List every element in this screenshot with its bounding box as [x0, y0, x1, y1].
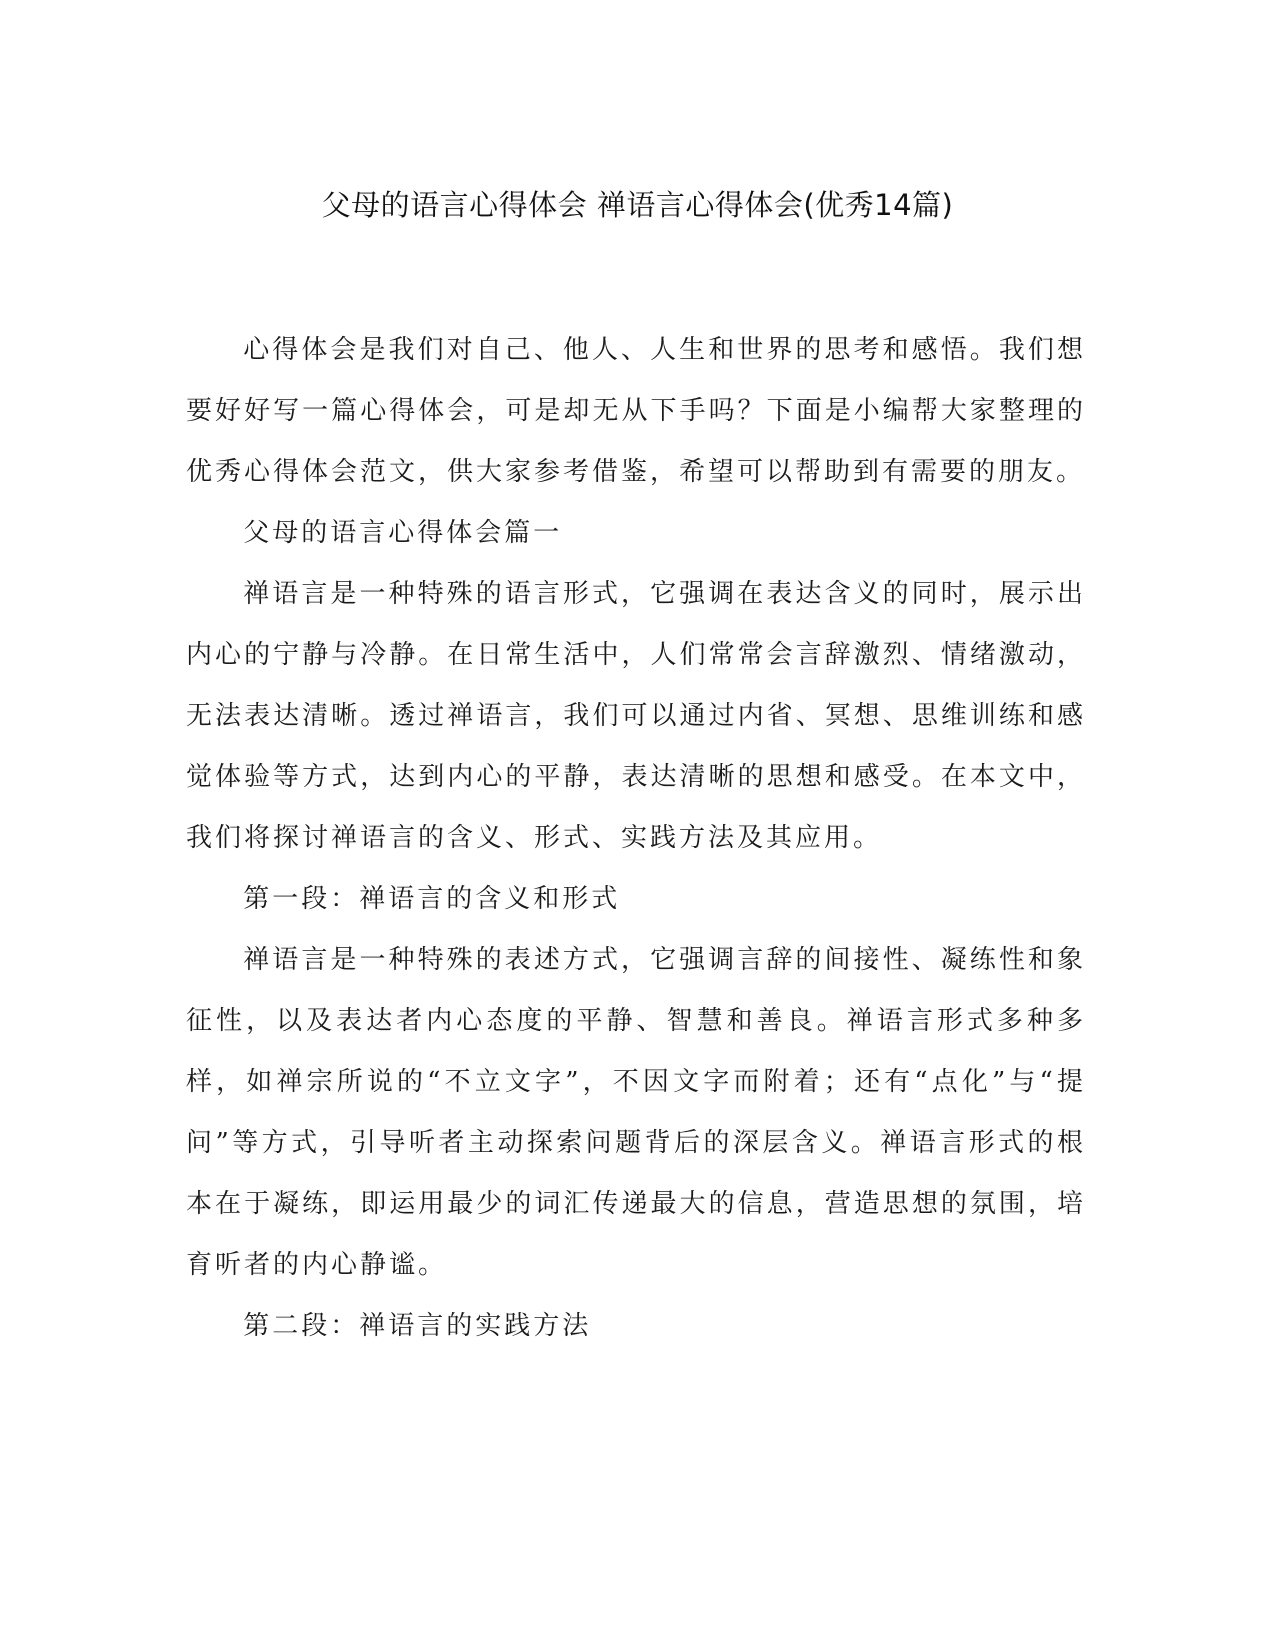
body-paragraph: 禅语言是一种特殊的语言形式，它强调在表达含义的同时，展示出内心的宁静与冷静。在日常生活中，人们常常会言辞激烈、情绪激动，无法表达清晰。透过禅语言，我们可以通过内省、冥想、思维训练和感觉体验等方式，达到内心的平静，表达清晰的思想和感受。在本文中，我们将探讨禅语言的含义、形式、实践方法及其应用。: [186, 579, 1086, 853]
section-heading-second: 第二段：禅语言的实践方法: [243, 1311, 592, 1341]
intro-paragraph: 心得体会是我们对自己、他人、人生和世界的思考和感悟。我们想要好好写一篇心得体会，可是却无从下手吗？下面是小编帮大家整理的优秀心得体会范文，供大家参考借鉴，希望可以帮助到有需要的朋友。: [186, 335, 1086, 487]
section-heading-part-one: 父母的语言心得体会篇一: [243, 518, 563, 548]
document-body: [186, 320, 1086, 1357]
section-heading-first: 第一段：禅语言的含义和形式: [243, 884, 621, 914]
body-paragraph: 禅语言是一种特殊的表述方式，它强调言辞的间接性、凝练性和象征性，以及表达者内心态度的平静、智慧和善良。禅语言形式多种多样，如禅宗所说的“不立文字”，不因文字而附着；还有“点化”与“提问”等方式，引导听者主动探索问题背后的深层含义。禅语言形式的根本在于凝练，即运用最少的词汇传递最大的信息，营造思想的氛围，培育听者的内心静谧。: [186, 945, 1086, 1280]
document-title: 父母的语言心得体会 禅语言心得体会(优秀14篇): [321, 188, 954, 222]
